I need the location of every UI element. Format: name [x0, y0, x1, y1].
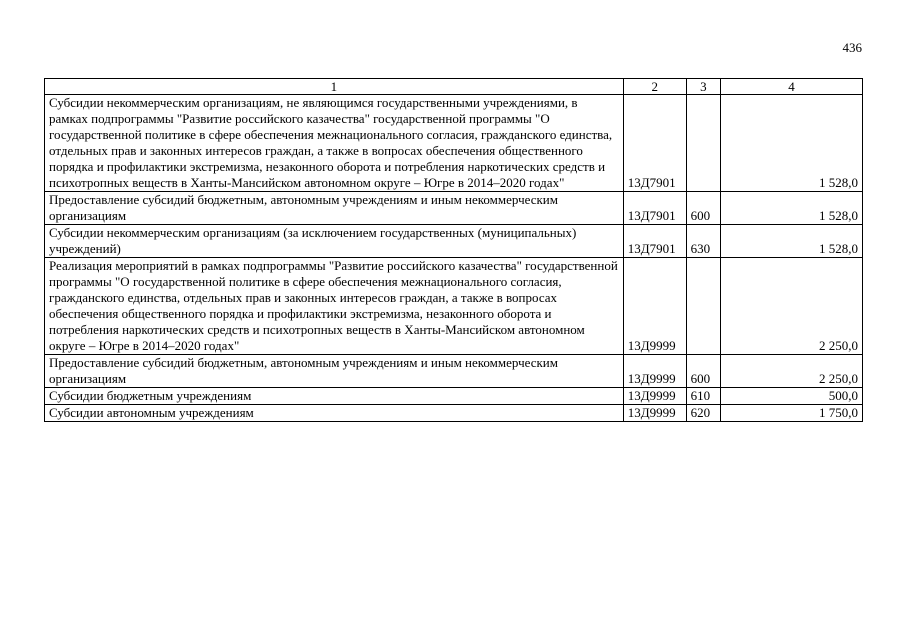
row-expense-type: 620 [686, 405, 720, 422]
budget-table [44, 78, 863, 422]
row-name: Реализация мероприятий в рамках подпрограммы "Развитие российского казачества" государственной программы "О государственной политике в сфере обеспечения межнационального согласия, гражданского единства, отдельных прав и законных интересов граждан, а также в вопросах обеспечения общественного порядка и профилактики экстремизма, незаконного оборота и потребления наркотических средств и психотропных веществ в Ханты-Мансийском автономном округе – Югре в 2014–2020 годах" [45, 258, 624, 355]
row-name: Субсидии бюджетным учреждениям [45, 388, 624, 405]
page-number: 436 [842, 40, 862, 55]
row-expense-type [686, 95, 720, 192]
row-name: Субсидии некоммерческим организациям, не являющимся государственными учреждениями, в рамках подпрограммы "Развитие российского казачества" государственной программы "О государственной политике в сфере обеспечения межнационального согласия, гражданского единства, отдельных прав и законных интересов граждан, а также в вопросах обеспечения общественного порядка и профилактики экстремизма, незаконного оборота и потребления наркотических средств и психотропных веществ в Ханты-Мансийском автономном округе – Югре в 2014–2020 годах" [45, 95, 624, 192]
row-expense-type: 630 [686, 225, 720, 258]
column-header-1: 1 [45, 79, 624, 95]
row-expense-type [686, 258, 720, 355]
row-amount: 2 250,0 [721, 258, 863, 355]
column-header-3: 3 [686, 79, 720, 95]
row-amount: 1 528,0 [721, 192, 863, 225]
row-name: Предоставление субсидий бюджетным, автономным учреждениям и иным некоммерческим организациям [45, 355, 624, 388]
row-target-code: 13Д9999 [623, 405, 686, 422]
row-target-code: 13Д9999 [623, 355, 686, 388]
row-amount: 2 250,0 [721, 355, 863, 388]
table-row [45, 192, 863, 225]
row-name: Субсидии автономным учреждениям [45, 405, 624, 422]
table-row [45, 355, 863, 388]
row-name: Субсидии некоммерческим организациям (за исключением государственных (муниципальных) учреждений) [45, 225, 624, 258]
row-target-code: 13Д7901 [623, 225, 686, 258]
row-amount: 1 750,0 [721, 405, 863, 422]
row-name: Предоставление субсидий бюджетным, автономным учреждениям и иным некоммерческим организациям [45, 192, 624, 225]
row-expense-type: 600 [686, 355, 720, 388]
row-target-code: 13Д7901 [623, 192, 686, 225]
table-row [45, 258, 863, 355]
row-expense-type: 600 [686, 192, 720, 225]
row-amount: 500,0 [721, 388, 863, 405]
table-row [45, 405, 863, 422]
table-row [45, 225, 863, 258]
table-row [45, 388, 863, 405]
row-target-code: 13Д7901 [623, 95, 686, 192]
table-header-row [45, 79, 863, 95]
row-expense-type: 610 [686, 388, 720, 405]
table-row [45, 95, 863, 192]
row-amount: 1 528,0 [721, 95, 863, 192]
column-header-4: 4 [721, 79, 863, 95]
row-amount: 1 528,0 [721, 225, 863, 258]
column-header-2: 2 [623, 79, 686, 95]
row-target-code: 13Д9999 [623, 258, 686, 355]
row-target-code: 13Д9999 [623, 388, 686, 405]
